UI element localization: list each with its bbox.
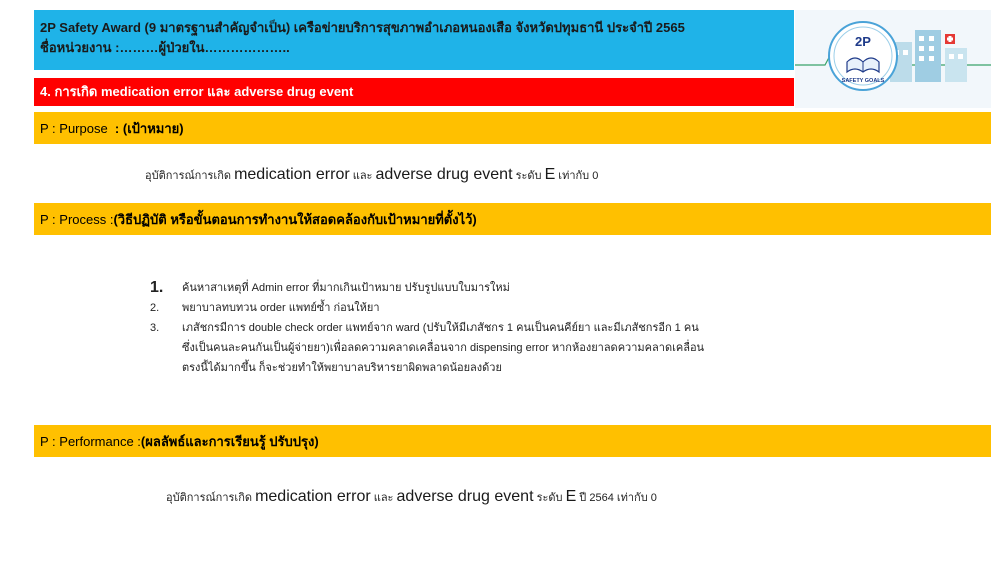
list-item bbox=[150, 318, 710, 378]
step-text: เภสัชกรมีการ double check order แพทย์จาก ward (ปรับให้มีเภสัชกร 1 คนเป็นคนคีย์ยา และมีเภสัชกรอีก 1 คน ซึ่งเป็นคนละคนกันเป็นผู้จ่ายยา)เพื่อลดความคลาดเคลื่อนจาก dispensing error หากห้องยาลดความคลาดเคลื่อนตรงนี้ได้มากขึ้น ก็จะช่วยทำให้พยาบาลบริหารยาผิดพลาดน้อยลงด้วย bbox=[182, 322, 705, 374]
process-heading-prefix: P : Process : bbox=[40, 211, 114, 227]
step-text: พยาบาลทบทวน order แพทย์ซ้ำ ก่อนให้ยา bbox=[182, 302, 380, 314]
performance-heading bbox=[34, 425, 991, 457]
purpose-text-d: เท่ากับ 0 bbox=[555, 170, 599, 182]
purpose-text-a: อุบัติการณ์การเกิด bbox=[145, 170, 235, 182]
safety-goals-logo bbox=[795, 10, 991, 108]
step-number: 2. bbox=[150, 302, 160, 314]
purpose-term-adverse-drug-event: adverse drug event bbox=[375, 166, 513, 183]
process-steps bbox=[150, 278, 710, 378]
performance-term-adverse-drug-event: adverse drug event bbox=[396, 488, 534, 505]
purpose-term-medication-error: medication error bbox=[234, 166, 350, 183]
logo-subtext: SAFETY GOALS bbox=[841, 78, 885, 84]
purpose-text-b: และ bbox=[349, 170, 376, 182]
purpose-heading-prefix: P : Purpose bbox=[40, 120, 108, 136]
logo-graphic bbox=[795, 10, 991, 108]
unit-name: ชื่อหน่วยงาน :………ผู้ป่วยใน……………….. bbox=[40, 40, 290, 55]
performance-heading-text: (ผลลัพธ์และการเรียนรู้ ปรับปรุง) bbox=[140, 433, 319, 449]
performance-text bbox=[166, 488, 657, 506]
performance-term-medication-error: medication error bbox=[255, 488, 371, 505]
purpose-text bbox=[145, 166, 598, 184]
logo-text: 2P bbox=[855, 34, 871, 49]
header-title-bar bbox=[34, 10, 794, 70]
performance-text-c: ระดับ bbox=[533, 492, 566, 504]
list-item bbox=[150, 278, 710, 298]
performance-text-d: ปี 2564 เท่ากับ 0 bbox=[576, 492, 657, 504]
step-number: 3. bbox=[150, 322, 160, 334]
performance-text-a: อุบัติการณ์การเกิด bbox=[166, 492, 256, 504]
performance-heading-prefix: P : Performance : bbox=[40, 433, 141, 449]
process-heading bbox=[34, 203, 991, 235]
step-text: ค้นหาสาเหตุที่ Admin error ที่มากเกินเป้าหมาย ปรับรูปแบบใบมารใหม่ bbox=[182, 282, 510, 294]
purpose-heading bbox=[34, 112, 991, 144]
purpose-heading-text: : (เป้าหมาย) bbox=[107, 120, 184, 136]
step-number: 1. bbox=[150, 279, 164, 296]
process-heading-text: (วิธีปฏิบัติ หรือขั้นตอนการทำงานให้สอดคล้องกับเป้าหมายที่ตั้งไว้) bbox=[113, 211, 477, 227]
purpose-level: E bbox=[544, 166, 556, 183]
list-item bbox=[150, 298, 710, 318]
header-title: 2P Safety Award (9 มาตรฐานสำคัญจำเป็น) เครือข่ายบริการสุขภาพอำเภอหนองเสือ จังหวัดปทุมธานี ประจำปี 2565 bbox=[40, 20, 685, 35]
topic-banner: 4. การเกิด medication error และ adverse drug event bbox=[34, 78, 794, 106]
performance-text-b: และ bbox=[370, 492, 397, 504]
purpose-text-c: ระดับ bbox=[512, 170, 545, 182]
performance-level: E bbox=[565, 488, 577, 505]
